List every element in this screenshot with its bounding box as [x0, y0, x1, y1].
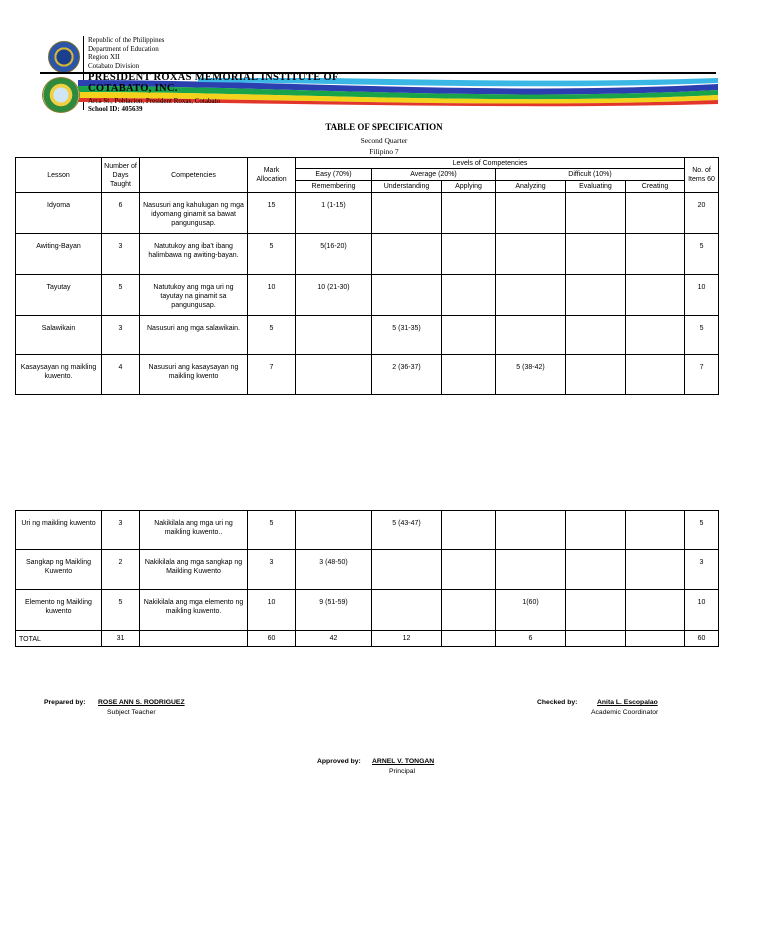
- cell-applying: [442, 316, 496, 355]
- cell-applying: [442, 355, 496, 395]
- col-header-average: Average (20%): [372, 169, 496, 181]
- cell-creating: [626, 355, 685, 395]
- cell-days: 2: [102, 550, 140, 590]
- cell-mark: 10: [248, 590, 296, 631]
- col-header-easy: Easy (70%): [296, 169, 372, 181]
- total-applying-empty: [442, 631, 496, 647]
- total-competency-empty: [140, 631, 248, 647]
- cell-mark: 7: [248, 355, 296, 395]
- cell-creating: [626, 590, 685, 631]
- cell-analyzing: [496, 234, 566, 275]
- checked-by-name: Anita L. Escopalao: [597, 699, 658, 706]
- cell-applying: [442, 511, 496, 550]
- table-row: [16, 511, 719, 550]
- table-row: [16, 550, 719, 590]
- cell-lesson: Tayutay: [16, 275, 102, 316]
- col-header-applying: Applying: [442, 181, 496, 193]
- cell-remembering: 1 (1-15): [296, 193, 372, 234]
- school-address: Arca St., Poblacion, President Roxas, Cotabato: [88, 97, 221, 105]
- cell-applying: [442, 275, 496, 316]
- agency-line: Cotabato Division: [88, 61, 140, 70]
- quarter-label: Second Quarter: [360, 136, 408, 145]
- cell-days: 4: [102, 355, 140, 395]
- cell-remembering: 5(16-20): [296, 234, 372, 275]
- cell-creating: [626, 511, 685, 550]
- cell-items: 7: [685, 355, 719, 395]
- col-header-difficult: Difficult (10%): [496, 169, 685, 181]
- total-creating-empty: [626, 631, 685, 647]
- cell-lesson: Kasaysayan ng maikling kuwento.: [16, 355, 102, 395]
- cell-items: 3: [685, 550, 719, 590]
- table-row: [16, 316, 719, 355]
- cell-evaluating: [566, 550, 626, 590]
- cell-understanding: [372, 550, 442, 590]
- cell-analyzing: [496, 511, 566, 550]
- col-header-levels: Levels of Competencies: [296, 158, 685, 169]
- cell-items: 10: [685, 590, 719, 631]
- cell-applying: [442, 590, 496, 631]
- cell-creating: [626, 316, 685, 355]
- specification-table-part1: [15, 157, 719, 395]
- cell-lesson: Sangkap ng Maikling Kuwento: [16, 550, 102, 590]
- cell-remembering: [296, 316, 372, 355]
- cell-applying: [442, 234, 496, 275]
- document-title: TABLE OF SPECIFICATION: [325, 122, 443, 132]
- cell-evaluating: [566, 275, 626, 316]
- cell-competency: Natutukoy ang mga uri ng tayutay na ginamit sa pangungusap.: [140, 275, 248, 316]
- cell-analyzing: [496, 550, 566, 590]
- cell-creating: [626, 193, 685, 234]
- total-items: 60: [685, 631, 719, 647]
- table-row: [16, 234, 719, 275]
- approved-by-title: Principal: [389, 768, 416, 775]
- cell-items: 5: [685, 511, 719, 550]
- cell-evaluating: [566, 590, 626, 631]
- cell-creating: [626, 275, 685, 316]
- cell-understanding: [372, 193, 442, 234]
- cell-mark: 10: [248, 275, 296, 316]
- cell-analyzing: [496, 193, 566, 234]
- cell-understanding: [372, 590, 442, 631]
- col-header-remembering: Remembering: [296, 181, 372, 193]
- specification-table-part2: [15, 510, 719, 647]
- cell-applying: [442, 193, 496, 234]
- col-header-days: Number of Days Taught: [102, 158, 140, 193]
- cell-evaluating: [566, 234, 626, 275]
- cell-items: 5: [685, 234, 719, 275]
- col-header-evaluating: Evaluating: [566, 181, 626, 193]
- cell-remembering: [296, 511, 372, 550]
- cell-days: 3: [102, 234, 140, 275]
- cell-lesson: Salawikain: [16, 316, 102, 355]
- cell-understanding: [372, 275, 442, 316]
- col-header-mark: Mark Allocation: [248, 158, 296, 193]
- table-row: [16, 275, 719, 316]
- cell-competency: Nasusuri ang kasaysayan ng maikling kwento: [140, 355, 248, 395]
- cell-items: 5: [685, 316, 719, 355]
- total-label: TOTAL: [16, 631, 102, 647]
- cell-competency: Natutukoy ang iba't ibang halimbawa ng awiting-bayan.: [140, 234, 248, 275]
- cell-remembering: 3 (48-50): [296, 550, 372, 590]
- total-days: 31: [102, 631, 140, 647]
- cell-creating: [626, 234, 685, 275]
- prepared-by-name: ROSE ANN S. RODRIGUEZ: [98, 699, 185, 706]
- cell-evaluating: [566, 511, 626, 550]
- cell-mark: 5: [248, 234, 296, 275]
- table-row: [16, 193, 719, 234]
- cell-analyzing: [496, 316, 566, 355]
- col-header-understanding: Understanding: [372, 181, 442, 193]
- cell-analyzing: 1(60): [496, 590, 566, 631]
- total-mark: 60: [248, 631, 296, 647]
- cell-evaluating: [566, 193, 626, 234]
- school-name: PRESIDENT ROXAS MEMORIAL INSTITUTE OF COTABATO, INC.: [88, 72, 339, 94]
- cell-understanding: 5 (31-35): [372, 316, 442, 355]
- cell-applying: [442, 550, 496, 590]
- cell-understanding: [372, 234, 442, 275]
- deped-seal-logo: [48, 41, 80, 73]
- cell-mark: 3: [248, 550, 296, 590]
- cell-analyzing: 5 (38-42): [496, 355, 566, 395]
- prepared-by-label: Prepared by:: [44, 699, 86, 706]
- cell-understanding: 2 (36-37): [372, 355, 442, 395]
- cell-days: 6: [102, 193, 140, 234]
- cell-lesson: Idyoma: [16, 193, 102, 234]
- cell-understanding: 5 (43-47): [372, 511, 442, 550]
- agency-line: Republic of the Philippines: [88, 36, 165, 44]
- agency-line: Region XII: [88, 53, 120, 62]
- approved-by-name: ARNEL V. TONGAN: [372, 758, 435, 765]
- cell-items: 10: [685, 275, 719, 316]
- cell-lesson: Awiting-Bayan: [16, 234, 102, 275]
- cell-evaluating: [566, 316, 626, 355]
- cell-items: 20: [685, 193, 719, 234]
- col-header-items: No. of Items 60: [685, 158, 719, 193]
- total-evaluating-empty: [566, 631, 626, 647]
- subject-label: Filipino 7: [369, 147, 399, 156]
- school-seal-logo: [42, 77, 80, 113]
- total-understanding: 12: [372, 631, 442, 647]
- cell-competency: Nasusuri ang kahulugan ng mga idyomang ginamit sa bawat pangungusap.: [140, 193, 248, 234]
- col-header-competencies: Competencies: [140, 158, 248, 193]
- cell-mark: 15: [248, 193, 296, 234]
- cell-days: 5: [102, 590, 140, 631]
- col-header-lesson: Lesson: [16, 158, 102, 193]
- cell-competency: Nakikilala ang mga elemento ng maikling kuwento.: [140, 590, 248, 631]
- cell-creating: [626, 550, 685, 590]
- cell-evaluating: [566, 355, 626, 395]
- school-id: School ID: 405639: [88, 105, 143, 113]
- cell-competency: Nakikilala ang mga uri ng maikling kuwento..: [140, 511, 248, 550]
- prepared-by-title: Subject Teacher: [107, 709, 156, 716]
- checked-by-label: Checked by:: [537, 699, 578, 706]
- cell-days: 3: [102, 511, 140, 550]
- checked-by-title: Academic Coordinator: [591, 709, 659, 716]
- table-row: [16, 355, 719, 395]
- cell-days: 5: [102, 275, 140, 316]
- cell-days: 3: [102, 316, 140, 355]
- total-row: [16, 631, 719, 647]
- cell-lesson: Elemento ng Maikling kuwento: [16, 590, 102, 631]
- agency-line: Department of Education: [88, 44, 159, 53]
- cell-mark: 5: [248, 511, 296, 550]
- cell-competency: Nakikilala ang mga sangkap ng Maikling Kuwento: [140, 550, 248, 590]
- cell-remembering: 9 (51-59): [296, 590, 372, 631]
- cell-remembering: 10 (21-30): [296, 275, 372, 316]
- col-header-analyzing: Analyzing: [496, 181, 566, 193]
- col-header-creating: Creating: [626, 181, 685, 193]
- cell-mark: 5: [248, 316, 296, 355]
- cell-analyzing: [496, 275, 566, 316]
- total-remembering: 42: [296, 631, 372, 647]
- table-row: [16, 590, 719, 631]
- approved-by-label: Approved by:: [317, 758, 361, 765]
- cell-remembering: [296, 355, 372, 395]
- total-analyzing: 6: [496, 631, 566, 647]
- agency-block: [88, 36, 164, 70]
- cell-competency: Nasusuri ang mga salawikain.: [140, 316, 248, 355]
- cell-lesson: Uri ng maikling kuwento: [16, 511, 102, 550]
